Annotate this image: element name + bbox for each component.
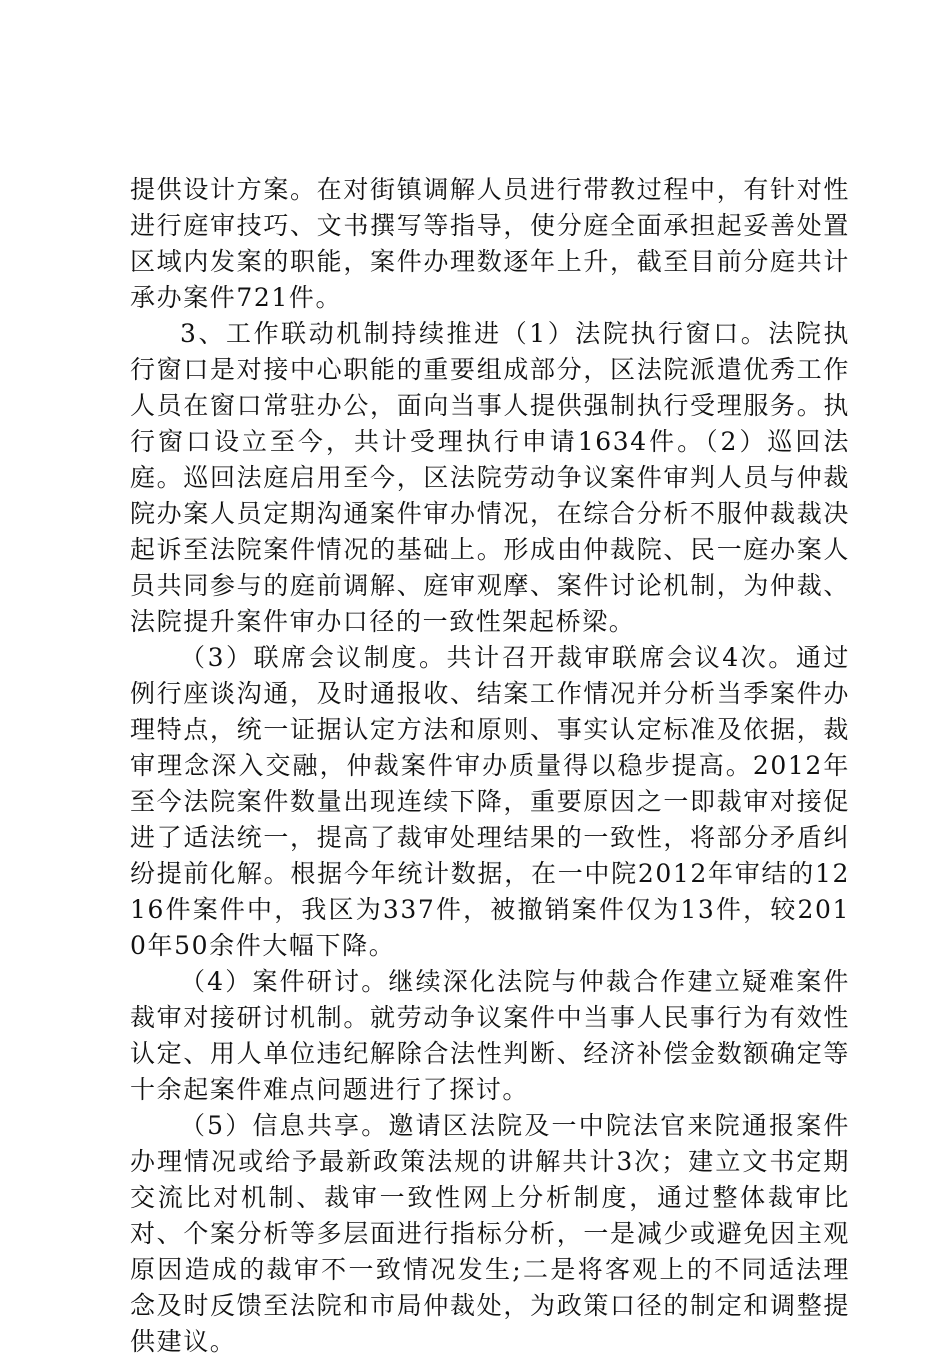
paragraph-continuation: 提供设计方案。在对街镇调解人员进行带教过程中，有针对性进行庭审技巧、文书撰写等指导，使分庭全面承担起妥善处置区域内发案的职能，案件办理数逐年上升，截至目前分庭共计承办案件721件。 — [130, 175, 850, 312]
paragraph-information-sharing: （5）信息共享。邀请区法院及一中院法官来院通报案件办理情况或给予最新政策法规的讲解共计3次；建立文书定期交流比对机制、裁审一致性网上分析制度，通过整体裁审比对、个案分析等多层面进行指标分析，一是减少或避免因主观原因造成的裁审不一致情况发生;二是将客观上的不同适法理念及时反馈至法院和市局仲裁处，为政策口径的制定和调整提供建议。 — [130, 1111, 850, 1356]
paragraph-joint-meeting: （3）联席会议制度。共计召开裁审联席会议4次。通过例行座谈沟通，及时通报收、结案工作情况并分析当季案件办理特点，统一证据认定方法和原则、事实认定标准及依据，裁审理念深入交融，仲裁案件审办质量得以稳步提高。2012年至今法院案件数量出现连续下降，重要原因之一即裁审对接促进了适法统一，提高了裁审处理结果的一致性，将部分矛盾纠纷提前化解。根据今年统计数据，在一中院2012年审结的1216件案件中，我区为337件，被撤销案件仅为13件，较2010年50余件大幅下降。 — [130, 643, 850, 960]
paragraph-case-research: （4）案件研讨。继续深化法院与仲裁合作建立疑难案件裁审对接研讨机制。就劳动争议案件中当事人民事行为有效性认定、用人单位违纪解除合法性判断、经济补偿金数额确定等十余起案件难点问题进行了探讨。 — [130, 967, 850, 1104]
paragraph-linkage-mechanism: 3、工作联动机制持续推进（1）法院执行窗口。法院执行窗口是对接中心职能的重要组成部分，区法院派遣优秀工作人员在窗口常驻办公，面向当事人提供强制执行受理服务。执行窗口设立至今，共计受理执行申请1634件。（2）巡回法庭。巡回法庭启用至今，区法院劳动争议案件审判人员与仲裁院办案人员定期沟通案件审办情况，在综合分析不服仲裁裁决起诉至法院案件情况的基础上。形成由仲裁院、民一庭办案人员共同参与的庭前调解、庭审观摩、案件讨论机制，为仲裁、法院提升案件审办口径的一致性架起桥梁。 — [130, 319, 850, 636]
document-body — [130, 172, 850, 1360]
